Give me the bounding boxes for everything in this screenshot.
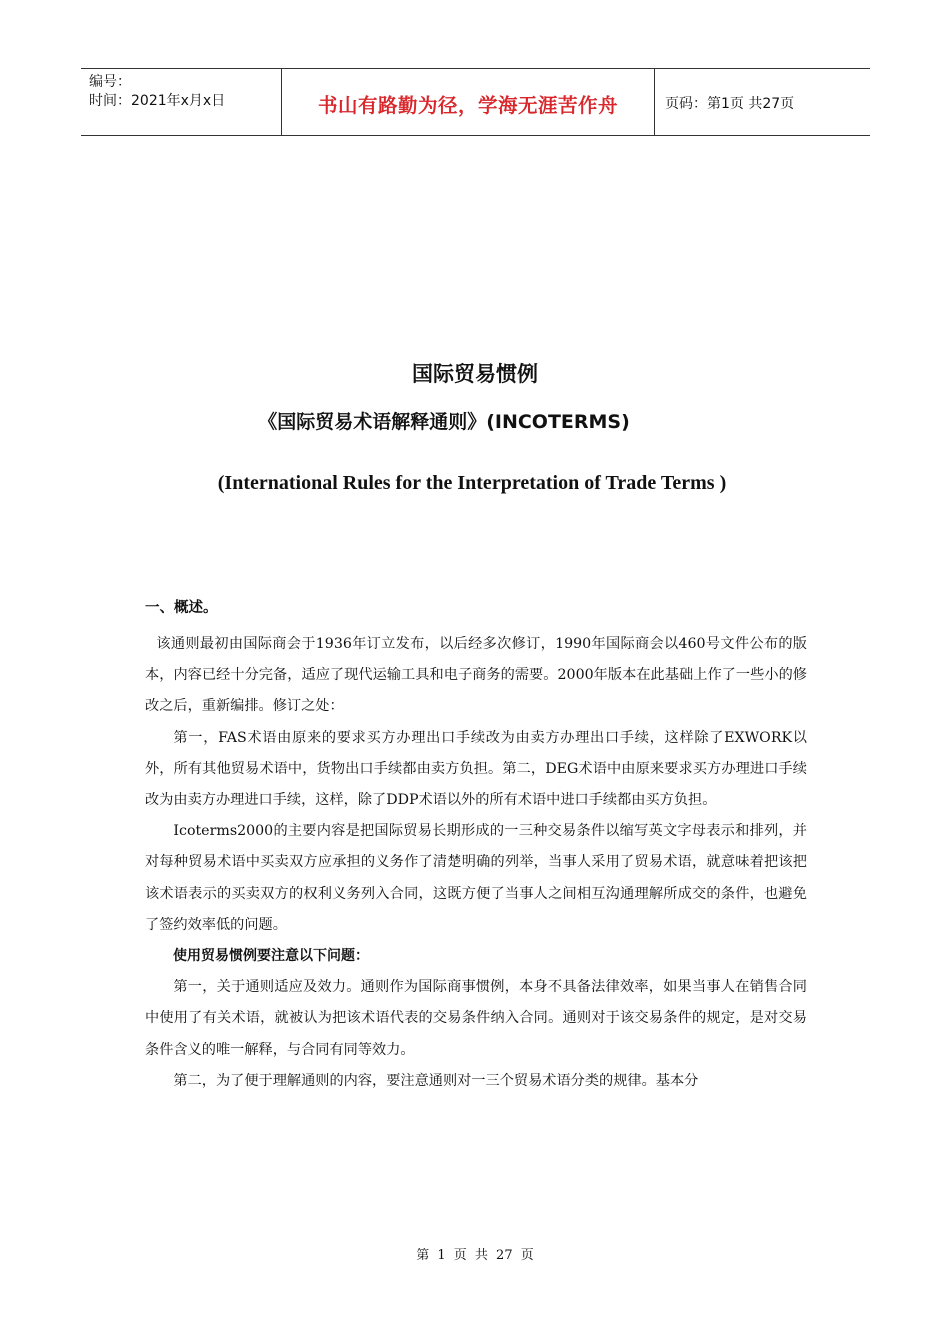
document-english-title: (International Rules for the Interpretation of Trade Terms ) — [217, 472, 727, 494]
paragraph-5: 第二，为了便于理解通则的内容，要注意通则对一三个贸易术语分类的规律。基本分 — [173, 1072, 699, 1089]
document-time-label: 时间：2021年x月x日 — [89, 93, 226, 109]
header-table — [81, 68, 870, 136]
page-footer: 第 1 页 共 27 页 — [416, 1248, 534, 1263]
header-motto: 书山有路勤为径，学海无涯苦作舟 — [282, 69, 655, 135]
body-text — [145, 629, 807, 1097]
document-subtitle: 《国际贸易术语解释通则》(INCOTERMS) — [258, 411, 630, 433]
document-title: 国际贸易惯例 — [412, 362, 538, 386]
document-number-label: 编号： — [89, 74, 131, 90]
header-info-cell — [81, 69, 282, 135]
usage-notes-heading: 使用贸易惯例要注意以下问题： — [173, 948, 369, 965]
paragraph-1: 该通则最初由国际商会于1936年订立发布，以后经多次修订，1990年国际商会以460号文件公布的版本，内容已经十分完备，适应了现代运输工具和电子商务的需要。2000年版本在此基础上作了一些小的修改之后，重新编排。修订之处： — [145, 636, 807, 715]
paragraph-4: 第一，关于通则适应及效力。通则作为国际商事惯例，本身不具备法律效率，如果当事人在销售合同中使用了有关术语，就被认为把该术语代表的交易条件纳入合同。通则对于该交易条件的规定，是对交易条件含义的唯一解释，与合同有同等效力。 — [145, 979, 807, 1058]
header-page-label: 页码：第1页 共27页 — [665, 96, 795, 112]
section-heading: 一、概述。 — [145, 600, 218, 616]
paragraph-2: 第一，FAS术语由原来的要求买方办理出口手续改为由卖方办理出口手续，这样除了EXWORK以外，所有其他贸易术语中，货物出口手续都由卖方负担。第二，DEG术语中由原来要求买方办理进口手续改为由卖方办理进口手续，这样，除了DDP术语以外的所有术语中进口手续都由买方负担。 — [145, 729, 807, 809]
paragraph-3: Icoterms2000的主要内容是把国际贸易长期形成的一三种交易条件以缩写英文字母表示和排列，并对每种贸易术语中买卖双方应承担的义务作了清楚明确的列举，当事人采用了贸易术语，就意味着把该把该术语表示的买卖双方的权利义务列入合同，这既方便了当事人之间相互沟通理解所成交的条件，也避免了签约效率低的问题。 — [145, 823, 807, 933]
